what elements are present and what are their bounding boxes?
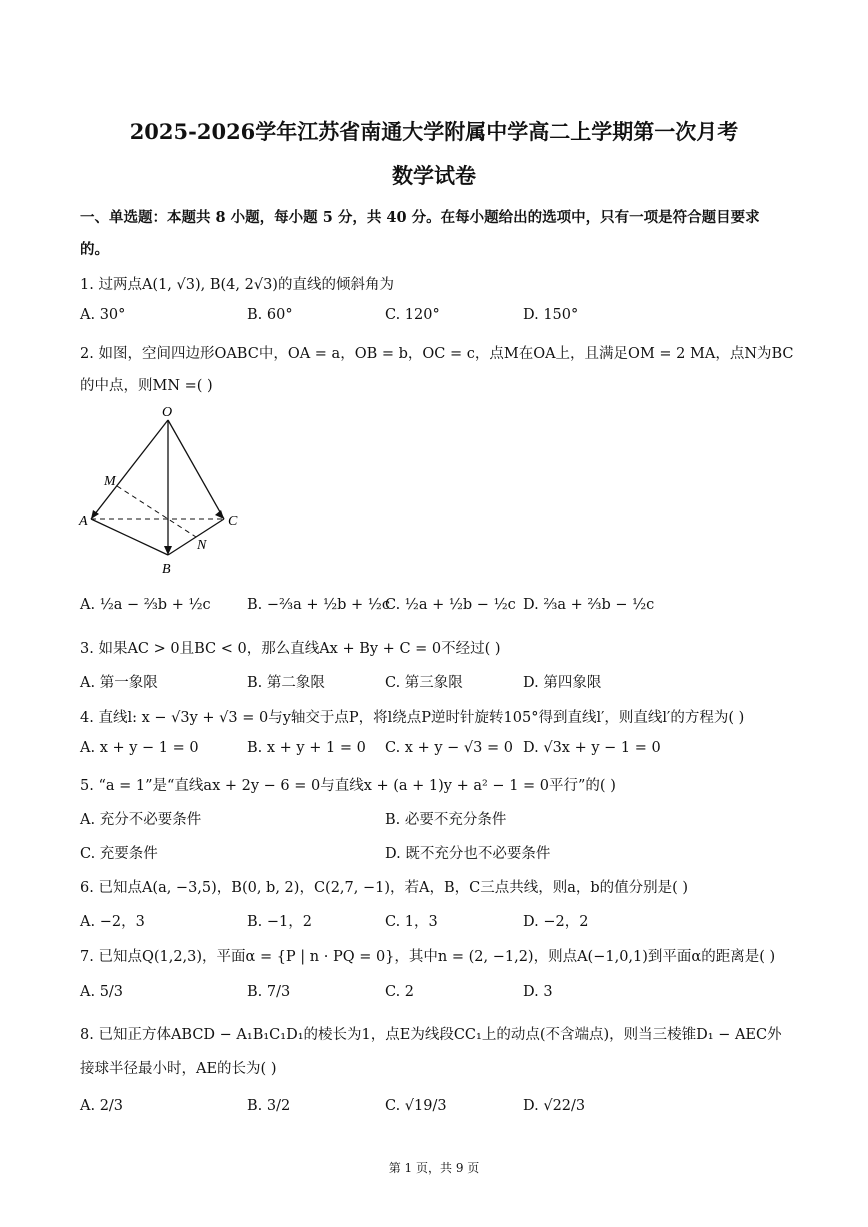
question-7-option-b: B. 7/3 <box>247 984 291 1000</box>
question-4-option-b: B. x + y + 1 = 0 <box>247 740 366 756</box>
question-2-stem-line1: 2. 如图，空间四边形OABC中，OA = a，OB = b，OC = c，点M在OA上，且满足OM = 2 MA，点N为BC <box>80 346 794 362</box>
question-1-option-a: A. 30° <box>80 307 126 323</box>
question-1-stem: 1. 过两点A(1, √3), B(4, 2√3)的直线的倾斜角为 <box>80 277 394 293</box>
question-2-option-c: C. ½a + ½b − ½c <box>385 597 516 613</box>
page-footer: 第 1 页，共 9 页 <box>388 1161 480 1175</box>
question-4-option-d: D. √3x + y − 1 = 0 <box>523 740 661 756</box>
question-4-stem: 4. 直线l: x − √3y + √3 = 0与y轴交于点P，将l绕点P逆时针旋转105°得到直线l′，则直线l′的方程为( ) <box>80 710 745 726</box>
question-8-option-b: B. 3/2 <box>247 1098 291 1114</box>
label-a: A <box>79 514 88 529</box>
label-n: N <box>197 538 207 553</box>
label-m: M <box>104 474 116 489</box>
question-5-option-b: B. 必要不充分条件 <box>385 812 507 828</box>
question-7-option-a: A. 5/3 <box>80 984 124 1000</box>
question-7-option-c: C. 2 <box>385 984 415 1000</box>
section-heading-line1: 一、单选题：本题共 8 小题，每小题 5 分，共 40 分。在每小题给出的选项中，只有一项是符合题目要求 <box>80 209 760 226</box>
question-2-option-d: D. ⅔a + ⅔b − ½c <box>523 597 655 613</box>
page-title: 2025-2026学年江苏省南通大学附属中学高二上学期第一次月考 <box>129 119 739 144</box>
question-2-option-b: B. −⅔a + ½b + ½c <box>247 597 390 613</box>
question-8-option-c: C. √19/3 <box>385 1098 447 1114</box>
question-4-option-c: C. x + y − √3 = 0 <box>385 740 513 756</box>
question-1-option-c: C. 120° <box>385 307 440 323</box>
question-5-option-c: C. 充要条件 <box>80 846 158 862</box>
question-8-option-d: D. √22/3 <box>523 1098 586 1114</box>
question-6-option-c: C. 1，3 <box>385 914 438 930</box>
question-8-option-a: A. 2/3 <box>80 1098 124 1114</box>
tetrahedron-figure <box>75 400 265 580</box>
question-4-option-a: A. x + y − 1 = 0 <box>80 740 199 756</box>
label-b: B <box>162 562 171 577</box>
section-heading-line2: 的。 <box>80 241 109 258</box>
question-5-stem: 5. “a = 1”是“直线ax + 2y − 6 = 0与直线x + (a + 1)y + a² − 1 = 0平行”的( ) <box>80 778 616 794</box>
label-c: C <box>228 514 238 529</box>
question-6-stem: 6. 已知点A(a, −3,5)，B(0, b, 2)，C(2,7, −1)，若A，B，C三点共线，则a，b的值分别是( ) <box>80 880 689 896</box>
question-5-option-a: A. 充分不必要条件 <box>80 812 202 828</box>
question-1-option-d: D. 150° <box>523 307 579 323</box>
question-3-option-c: C. 第三象限 <box>385 675 463 691</box>
question-2-stem-line2: 的中点，则MN =( ) <box>80 378 213 394</box>
question-7-stem: 7. 已知点Q(1,2,3)，平面α = {P | n · PQ = 0}，其中n = (2, −1,2)，则点A(−1,0,1)到平面α的距离是( ) <box>80 949 776 965</box>
question-6-option-b: B. −1，2 <box>247 914 312 930</box>
question-1-option-b: B. 60° <box>247 307 293 323</box>
question-3-stem: 3. 如果AC > 0且BC < 0，那么直线Ax + By + C = 0不经过( ) <box>80 641 501 657</box>
question-3-option-b: B. 第二象限 <box>247 675 325 691</box>
question-2-option-a: A. ½a − ⅔b + ½c <box>80 597 211 613</box>
question-7-option-d: D. 3 <box>523 984 553 1000</box>
question-6-option-d: D. −2，2 <box>523 914 589 930</box>
question-8-stem-line2: 接球半径最小时，AE的长为( ) <box>80 1061 277 1077</box>
question-3-option-a: A. 第一象限 <box>80 675 158 691</box>
question-8-stem-line1: 8. 已知正方体ABCD − A₁B₁C₁D₁的棱长为1，点E为线段CC₁上的动点(不含端点)，则当三棱锥D₁ − AEC外 <box>80 1027 782 1043</box>
page-subtitle: 数学试卷 <box>392 163 476 188</box>
label-o: O <box>162 405 173 420</box>
question-5-option-d: D. 既不充分也不必要条件 <box>385 846 551 862</box>
question-3-option-d: D. 第四象限 <box>523 675 602 691</box>
question-6-option-a: A. −2，3 <box>80 914 145 930</box>
